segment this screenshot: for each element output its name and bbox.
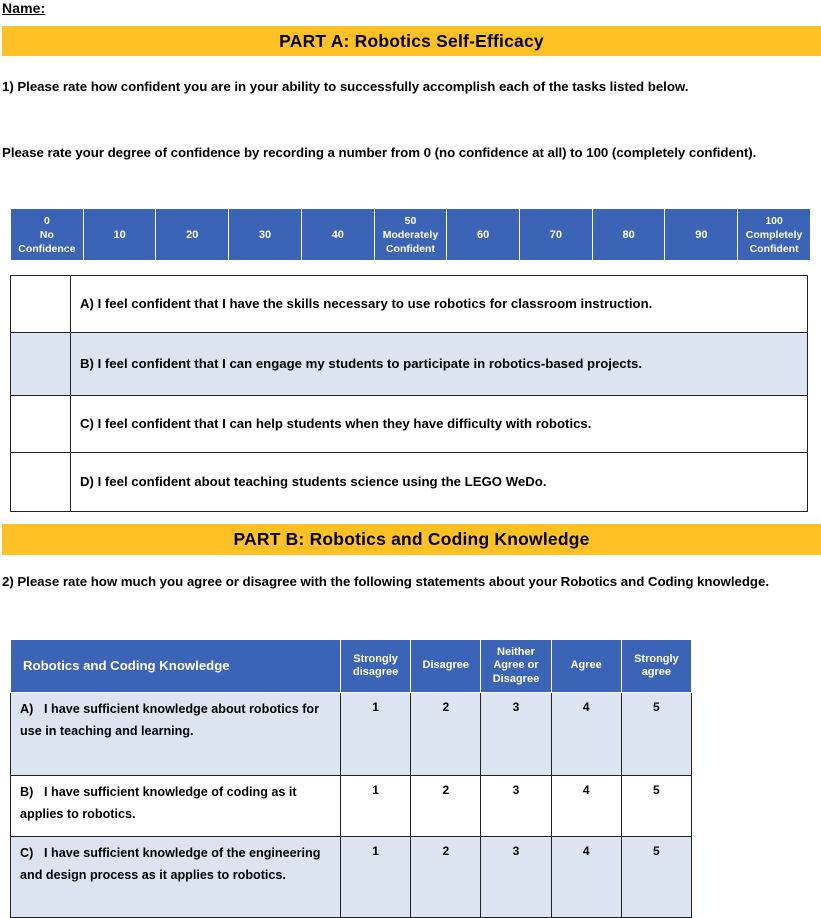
statement-letter: B): [20, 785, 34, 799]
scale-caption-2: Confident: [385, 242, 435, 255]
scale-cell-100: [738, 209, 811, 261]
statement-text-b: B) I feel confident that I can engage my students to participate in robotics-based projects.: [71, 333, 808, 396]
likert-option-c-4[interactable]: 4: [551, 837, 621, 918]
table-row: [11, 776, 692, 837]
likert-option-b-2[interactable]: 2: [411, 776, 481, 837]
name-label: Name:: [2, 0, 46, 16]
likert-option-c-3[interactable]: 3: [481, 837, 551, 918]
scale-value: 60: [477, 228, 490, 241]
scale-caption-1: No: [39, 228, 54, 241]
scale-cell-10: [83, 209, 156, 261]
likert-statement-a: [11, 693, 341, 776]
scale-caption-1: Moderately: [382, 228, 439, 241]
part-a-prompt-2: Please rate your degree of confidence by recording a number from 0 (no confidence at all) to 100 (completely confident).: [2, 145, 757, 160]
likert-statement-column-header: Robotics and Coding Knowledge: [11, 640, 341, 693]
scale-value: 70: [549, 228, 563, 241]
likert-option-b-1[interactable]: 1: [341, 776, 411, 837]
part-a-prompt-1: 1) Please rate how confident you are in your ability to successfully accomplish each of the tasks listed below.: [2, 79, 689, 94]
likert-option-header-agree: Agree: [551, 640, 621, 693]
likert-option-header-strongly-agree: Strongly agree: [621, 640, 691, 693]
scale-row: [11, 209, 811, 261]
likert-option-a-3[interactable]: 3: [481, 693, 551, 776]
table-row: [11, 837, 692, 918]
scale-cell-60: [447, 209, 520, 261]
scale-cell-80: [592, 209, 665, 261]
likert-option-c-2[interactable]: 2: [411, 837, 481, 918]
scale-cell-50: [374, 209, 447, 261]
confidence-scale-table: [10, 208, 811, 261]
statement-text-d: D) I feel confident about teaching students science using the LEGO WeDo.: [71, 453, 808, 512]
scale-value: 20: [186, 228, 199, 241]
part-a-statement-table: [10, 275, 808, 512]
scale-value: 90: [695, 228, 708, 241]
answer-cell-a[interactable]: [11, 276, 71, 333]
statement-text: I have sufficient knowledge of the engineering and design process as it applies to robotics.: [20, 846, 321, 882]
likert-option-c-5[interactable]: 5: [621, 837, 691, 918]
scale-value: 100: [765, 214, 783, 227]
part-a-banner: PART A: Robotics Self-Efficacy: [2, 26, 821, 56]
likert-option-header-neither: Neither Agree or Disagree: [481, 640, 551, 693]
scale-cell-70: [520, 209, 593, 261]
table-row: [11, 453, 808, 512]
scale-caption-2: Confidence: [18, 242, 76, 255]
part-b-likert-table: [10, 639, 692, 918]
answer-cell-c[interactable]: [11, 396, 71, 453]
likert-statement-c: [11, 837, 341, 918]
likert-option-a-5[interactable]: 5: [621, 693, 691, 776]
likert-statement-b: [11, 776, 341, 837]
likert-option-b-3[interactable]: 3: [481, 776, 551, 837]
scale-caption-1: Completely: [745, 228, 803, 241]
statement-text: I have sufficient knowledge of coding as it applies to robotics.: [20, 785, 297, 821]
likert-option-b-4[interactable]: 4: [551, 776, 621, 837]
statement-text: I have sufficient knowledge about robotics for use in teaching and learning.: [20, 702, 319, 738]
scale-cell-30: [229, 209, 302, 261]
likert-option-a-2[interactable]: 2: [411, 693, 481, 776]
scale-value: 40: [331, 228, 344, 241]
statement-letter: C): [20, 846, 34, 860]
likert-option-b-5[interactable]: 5: [621, 776, 691, 837]
scale-cell-0: [11, 209, 84, 261]
scale-value: 50: [404, 214, 417, 227]
scale-value: 0: [43, 214, 50, 227]
scale-cell-40: [301, 209, 374, 261]
scale-value: 30: [258, 228, 272, 241]
likert-option-a-4[interactable]: 4: [551, 693, 621, 776]
scale-value: 80: [622, 228, 635, 241]
table-row: [11, 333, 808, 396]
likert-option-a-1[interactable]: 1: [341, 693, 411, 776]
likert-header-row: [11, 640, 692, 693]
table-row: [11, 276, 808, 333]
statement-text-c: C) I feel confident that I can help students when they have difficulty with robotics.: [71, 396, 808, 453]
answer-cell-b[interactable]: [11, 333, 71, 396]
likert-option-c-1[interactable]: 1: [341, 837, 411, 918]
answer-cell-d[interactable]: [11, 453, 71, 512]
scale-cell-90: [665, 209, 738, 261]
part-b-prompt-1: 2) Please rate how much you agree or disagree with the following statements about your Robotics and Coding knowledge.: [2, 574, 769, 589]
table-row: [11, 396, 808, 453]
statement-text-a: A) I feel confident that I have the skills necessary to use robotics for classroom instruction.: [71, 276, 808, 333]
statement-letter: A): [20, 702, 34, 716]
scale-caption-2: Confident: [749, 242, 799, 255]
likert-option-header-strongly-disagree: Strongly disagree: [341, 640, 411, 693]
scale-cell-20: [156, 209, 229, 261]
table-row: [11, 693, 692, 776]
likert-option-header-disagree: Disagree: [411, 640, 481, 693]
part-b-banner: PART B: Robotics and Coding Knowledge: [2, 524, 821, 555]
scale-value: 10: [113, 228, 126, 241]
